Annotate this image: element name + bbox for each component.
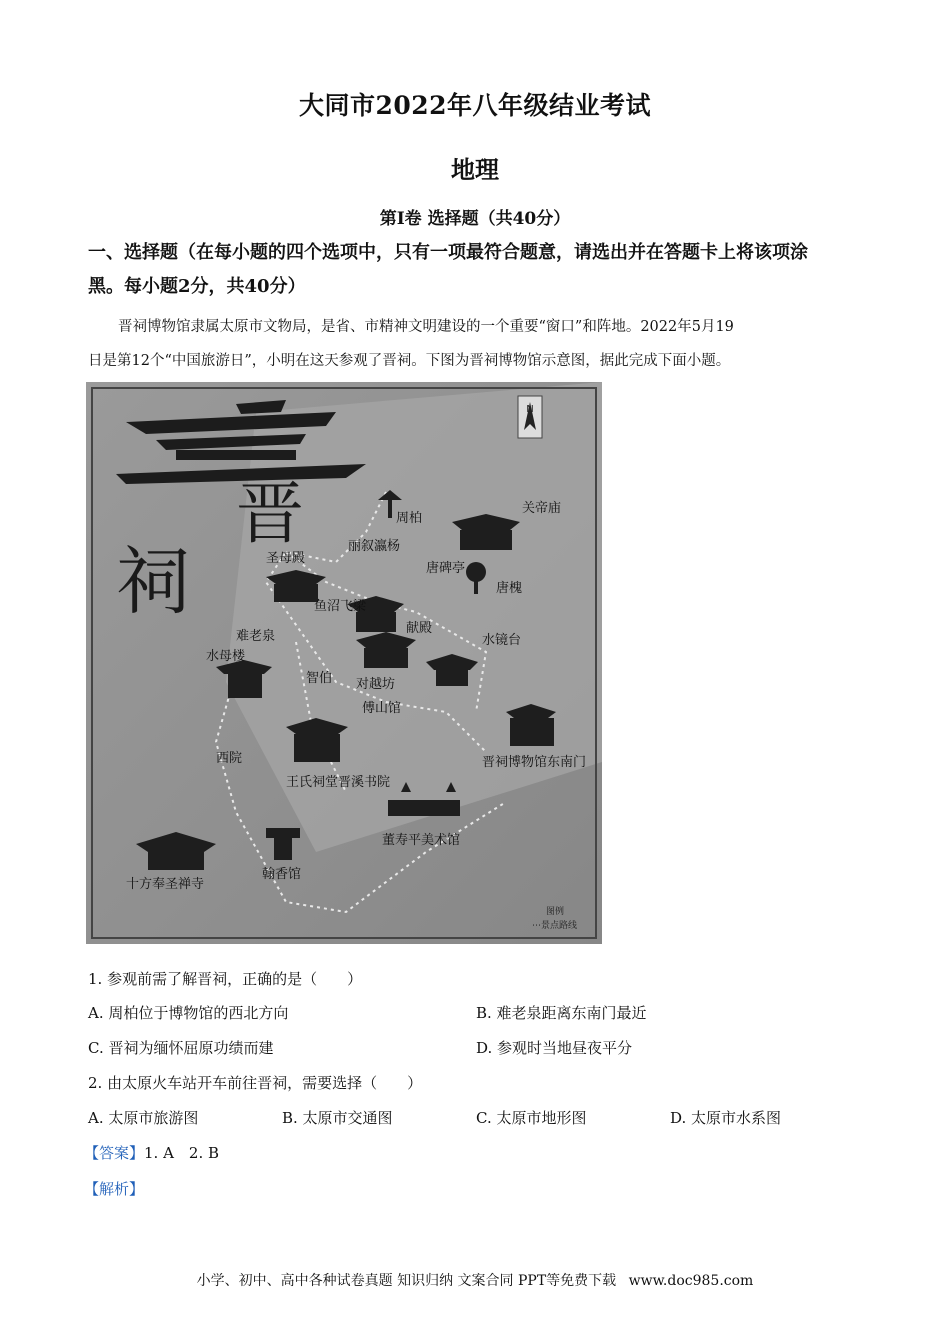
label-wangshi: 王氏祠堂晋溪书院 xyxy=(286,775,391,790)
section-heading xyxy=(88,236,868,304)
footer-link[interactable]: www.doc985.com xyxy=(628,1273,754,1289)
label-duiyuefang: 对越坊 xyxy=(356,677,396,692)
dongnanmen-building-icon xyxy=(506,704,556,746)
label-fengsheng: 十方奉圣禅寺 xyxy=(126,877,205,892)
footer-text: 小学、初中、高中各种试卷真题 知识归纳 文案合同 PPT等免费下载 xyxy=(196,1273,617,1289)
legend-line2: ⋯景点路线 xyxy=(532,921,578,931)
label-tangbeiting: 唐碑亭 xyxy=(426,561,466,576)
label-dongshouping: 董寿平美术馆 xyxy=(382,833,461,848)
subject-title: 地理 xyxy=(451,155,499,184)
map-big-title-2: 祠 xyxy=(116,539,190,625)
north-arrow-icon xyxy=(518,396,542,438)
answer-text: 1. A 2. B xyxy=(144,1144,220,1162)
north-label: N xyxy=(526,404,534,415)
question-1-option-b: B. 难老泉距离东南门最近 xyxy=(476,1004,647,1022)
section-heading-line2: 黑。每小题2分，共40分） xyxy=(88,276,306,297)
legend-line1: 图例 xyxy=(546,907,565,917)
label-zhoubai: 周柏 xyxy=(396,511,423,526)
wangshi-building-icon xyxy=(286,718,348,762)
label-zhibo: 智伯 xyxy=(306,671,333,686)
label-yuxiangguan: 翰香馆 xyxy=(262,867,302,882)
question-2-option-d: D. 太原市水系图 xyxy=(670,1109,782,1127)
page-footer xyxy=(0,1270,950,1290)
question-1-option-c: C. 晋祠为缅怀屈原功绩而建 xyxy=(88,1039,274,1057)
label-shengmudian: 圣母殿 xyxy=(266,551,306,566)
map-big-title: 晋 xyxy=(236,475,305,554)
question-1-option-d: D. 参观时当地昼夜平分 xyxy=(476,1039,633,1057)
label-liyingfang: 丽叙瀛杨 xyxy=(348,539,401,554)
question-2-stem: 2. 由太原火车站开车前往晋祠，需要选择（ ） xyxy=(88,1074,423,1092)
label-nanlaoquan: 难老泉 xyxy=(236,629,276,644)
label-dongnanmen: 晋祠博物馆东南门 xyxy=(482,755,587,770)
answer-line xyxy=(84,1142,219,1163)
label-xibian: 西院 xyxy=(216,751,243,766)
label-shuimulou: 水母楼 xyxy=(206,649,246,664)
analysis-tag: 【解析】 xyxy=(84,1180,145,1198)
jinci-museum-map xyxy=(86,382,602,944)
label-xiandian: 献殿 xyxy=(406,621,433,636)
question-1-stem: 1. 参观前需了解晋祠，正确的是（ ） xyxy=(88,970,363,988)
intro-line1: 晋祠博物馆隶属太原市文物局，是省、市精神文明建设的一个重要“窗口”和阵地。2022年5月19 xyxy=(118,319,734,335)
volume-title: 第Ⅰ卷 选择题（共40分） xyxy=(379,209,571,229)
question-2-option-a: A. 太原市旅游图 xyxy=(88,1109,199,1127)
label-yuzhao: 鱼沼飞梁 xyxy=(314,599,367,614)
question-1-option-a: A. 周柏位于博物馆的西北方向 xyxy=(88,1004,289,1022)
question-2-option-c: C. 太原市地形图 xyxy=(476,1109,587,1127)
intro-line2: 日是第12个“中国旅游日”，小明在这天参观了晋祠。下图为晋祠博物馆示意图，据此完成下面小题。 xyxy=(88,353,731,369)
label-shuijing: 水镜台 xyxy=(482,633,522,648)
section-heading-line1: 一、选择题（在每小题的四个选项中，只有一项最符合题意，请选出并在答题卡上将该项涂 xyxy=(88,242,808,263)
question-2-option-b: B. 太原市交通图 xyxy=(282,1109,393,1127)
answer-tag: 【答案】 xyxy=(84,1144,145,1162)
exam-title: 大同市2022年八年级结业考试 xyxy=(298,91,652,120)
label-tanghuai: 唐槐 xyxy=(496,581,523,596)
label-fushanguan: 傅山馆 xyxy=(362,701,402,716)
analysis-line xyxy=(84,1178,144,1199)
label-guandimiao: 关帝庙 xyxy=(522,501,562,516)
